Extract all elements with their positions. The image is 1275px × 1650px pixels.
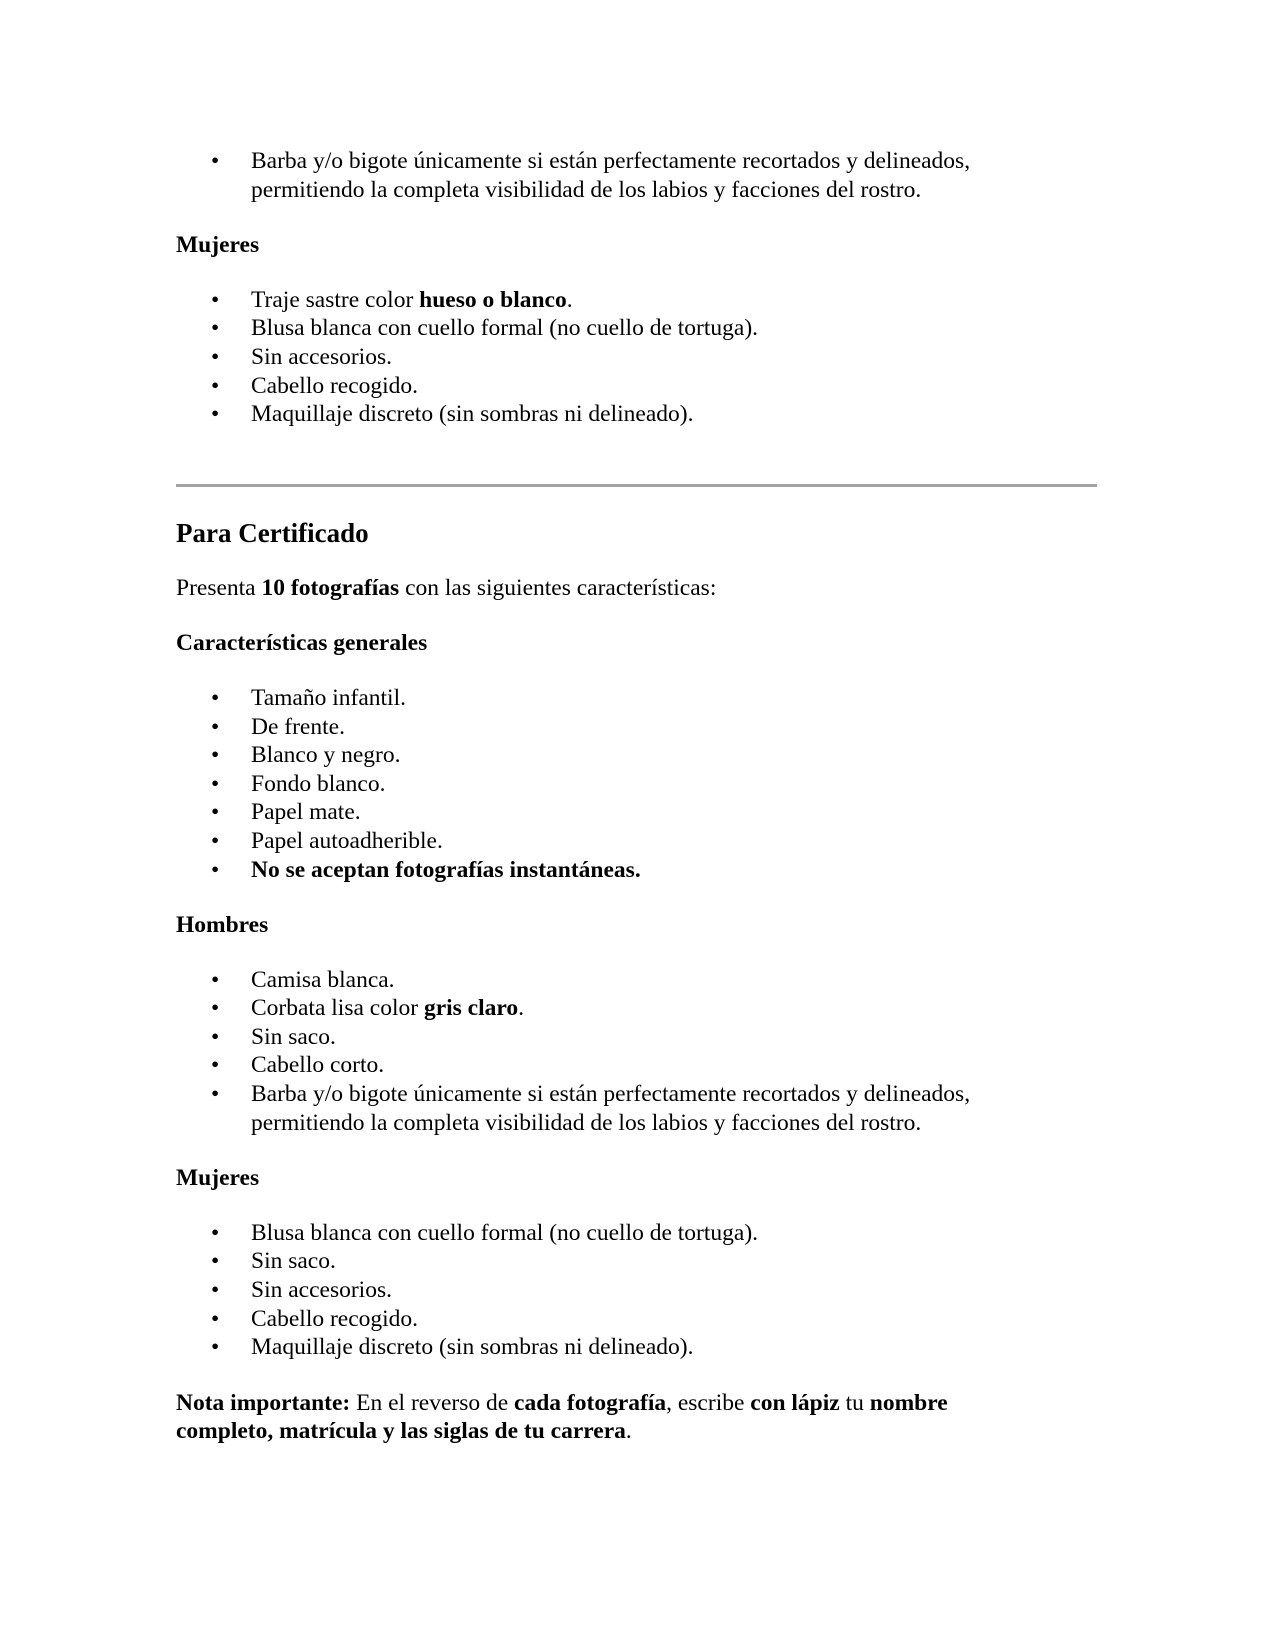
generales-list (176, 684, 1096, 884)
important-note (176, 1389, 1096, 1446)
list-item (176, 994, 1096, 1023)
list-item (176, 1080, 1096, 1137)
beard-list (176, 147, 1096, 204)
bullet-icon: • (211, 1219, 220, 1246)
mujeres-heading: Mujeres (176, 232, 260, 259)
hombres-heading: Hombres (176, 912, 269, 939)
hombres-list (176, 966, 1096, 1138)
list-item-text: Sin accesorios. (251, 343, 392, 370)
bullet-icon: • (211, 1277, 220, 1304)
list-item-text: Traje sastre color (251, 286, 420, 313)
note-bold: nombre (869, 1389, 948, 1416)
bullet-icon: • (211, 372, 220, 399)
bullet-icon: • (211, 1305, 220, 1332)
note-text: En el reverso de (350, 1389, 515, 1416)
note-bold: cada fotografía (514, 1389, 667, 1416)
list-item (176, 713, 1096, 742)
list-item (176, 770, 1096, 799)
list-item (176, 741, 1096, 770)
list-item-text: Blusa blanca con cuello formal (no cuello de tortuga). (251, 315, 759, 342)
bullet-icon: • (211, 148, 220, 174)
list-item-text-cont: permitiendo la completa visibilidad de los labios y facciones del rostro. (251, 176, 922, 203)
list-item (176, 286, 1096, 315)
list-item (176, 314, 1096, 343)
note-text: , escribe (666, 1389, 751, 1416)
list-item-text: Barba y/o bigote únicamente si están perfectamente recortados y delineados, (251, 148, 971, 174)
note-text: tu (839, 1389, 870, 1416)
list-item (176, 1333, 1096, 1362)
list-item (176, 147, 1096, 204)
list-item (176, 372, 1096, 401)
bullet-icon: • (211, 827, 220, 854)
bullet-icon: • (211, 995, 220, 1022)
list-item-text: Blusa blanca con cuello formal (no cuello de tortuga). (251, 1219, 759, 1246)
section-title: Para Certificado (176, 517, 369, 548)
list-item (176, 1051, 1096, 1080)
list-item-bold: No se aceptan fotografías instantáneas. (251, 856, 641, 883)
list-item-text: Cabello recogido. (251, 1305, 419, 1332)
intro-paragraph (176, 574, 1096, 603)
list-item-text: Barba y/o bigote únicamente si están perfectamente recortados y delineados, (251, 1081, 971, 1108)
list-item-text: Cabello recogido. (251, 372, 419, 399)
list-item-bold: gris claro (423, 995, 519, 1022)
list-item-text: De frente. (251, 713, 345, 740)
note-bold: con lápiz (750, 1389, 840, 1416)
list-item (176, 343, 1096, 372)
list-item (176, 1276, 1096, 1305)
list-item (176, 1247, 1096, 1276)
list-item (176, 827, 1096, 856)
list-item (176, 684, 1096, 713)
list-item-text: Sin saco. (251, 1023, 336, 1050)
list-item-text: Cabello corto. (251, 1052, 385, 1079)
list-item-punct: . (518, 995, 525, 1022)
list-item-text: Maquillaje discreto (sin sombras ni delineado). (251, 401, 694, 428)
intro-text-end: con las siguientes características: (399, 574, 717, 601)
list-item (176, 1219, 1096, 1248)
document-page (176, 147, 1096, 1446)
intro-text: Presenta (176, 574, 262, 601)
list-item-text: Sin saco. (251, 1248, 336, 1275)
bullet-icon: • (211, 315, 220, 342)
list-item (176, 1305, 1096, 1334)
bullet-icon: • (211, 684, 220, 711)
bullet-icon: • (211, 799, 220, 826)
list-item-text: Blanco y negro. (251, 742, 401, 769)
mujeres-list (176, 286, 1096, 429)
bullet-icon: • (211, 1248, 220, 1275)
list-item (176, 856, 1096, 885)
bullet-icon: • (211, 286, 220, 313)
list-item-text: Papel autoadherible. (251, 827, 443, 854)
list-item-text-cont: permitiendo la completa visibilidad de los labios y facciones del rostro. (251, 1109, 922, 1136)
list-item-text: Fondo blanco. (251, 770, 386, 797)
note-bold: completo, matrícula y las siglas de tu carrera (176, 1418, 626, 1445)
bullet-icon: • (211, 713, 220, 740)
note-label: Nota importante: (176, 1389, 351, 1416)
intro-bold: 10 fotografías (261, 574, 400, 601)
list-item-text: Maquillaje discreto (sin sombras ni delineado). (251, 1334, 694, 1361)
bullet-icon: • (211, 966, 220, 993)
note-text: . (625, 1418, 632, 1445)
list-item (176, 798, 1096, 827)
generales-heading: Características generales (176, 630, 428, 657)
list-item-text: Papel mate. (251, 799, 361, 826)
list-item-punct: . (566, 286, 573, 313)
list-item-text: Camisa blanca. (251, 966, 395, 993)
bullet-icon: • (211, 1052, 220, 1079)
bullet-icon: • (211, 343, 220, 370)
bullet-icon: • (211, 1023, 220, 1050)
bullet-icon: • (211, 770, 220, 797)
bullet-icon: • (211, 1334, 220, 1361)
list-item (176, 966, 1096, 995)
list-item-text: Tamaño infantil. (251, 684, 406, 711)
list-item (176, 400, 1096, 429)
list-item-bold: hueso o blanco (419, 286, 567, 313)
bullet-icon: • (211, 742, 220, 769)
mujeres-heading: Mujeres (176, 1165, 260, 1192)
bullet-icon: • (211, 856, 220, 883)
bullet-icon: • (211, 1081, 220, 1108)
mujeres-list (176, 1219, 1096, 1362)
bullet-icon: • (211, 401, 220, 428)
list-item-text: Sin accesorios. (251, 1277, 392, 1304)
list-item (176, 1023, 1096, 1052)
list-item-text: Corbata lisa color (251, 995, 424, 1022)
